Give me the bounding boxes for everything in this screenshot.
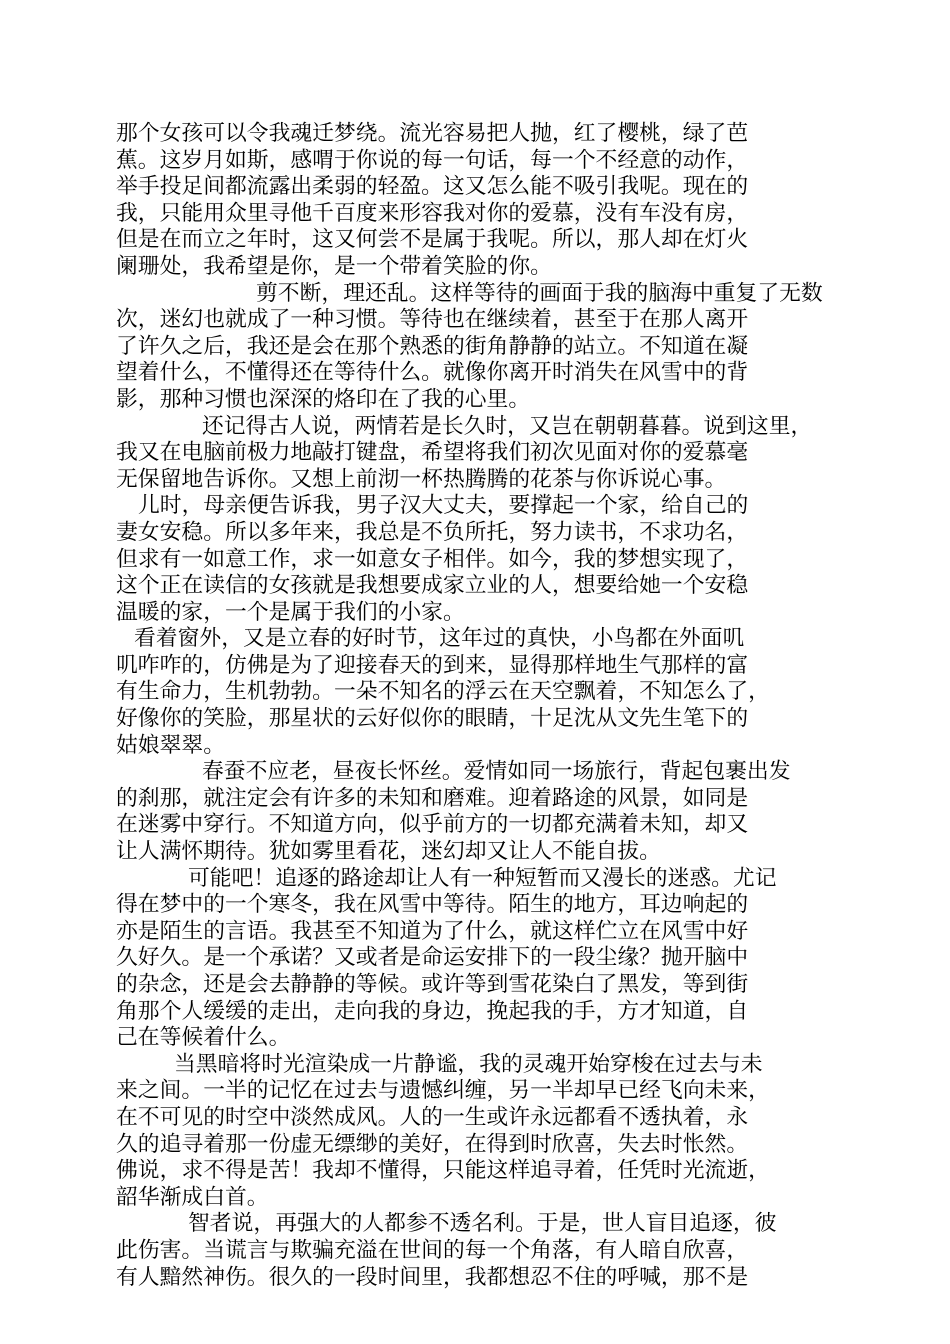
text-line: 的杂念，还是会去静静的等候。或许等到雪花染白了黑发，等到街 [116, 972, 749, 997]
text-line: 此伤害。当谎言与欺骗充溢在世间的每一个角落，有人暗自欣喜， [116, 1237, 749, 1263]
text-line: 角那个人缓缓的走出，走向我的身边，挽起我的手，方才知道，自 [116, 998, 749, 1024]
text-line: 温暖的家，一个是属于我们的小家。 [116, 599, 465, 625]
text-line: 了许久之后，我还是会在那个熟悉的街角静静的站立。不知道在凝 [116, 333, 749, 359]
text-line: 叽咋咋的，仿佛是为了迎接春天的到来，显得那样地生气那样的富 [116, 652, 749, 678]
text-line: 姑娘翠翠。 [116, 732, 225, 758]
text-line: 可能吧！追逐的路途却让人有一种短暂而又漫长的迷惑。尤记 [188, 865, 777, 891]
text-line: 举手投足间都流露出柔弱的轻盈。这又怎么能不吸引我呢。现在的 [116, 174, 749, 200]
text-line: 让人满怀期待。犹如雾里看花，迷幻却又让人不能自拔。 [116, 839, 661, 865]
text-line: 久好久。是一个承诺？又或者是命运安排下的一段尘缘？抛开脑中 [116, 945, 749, 971]
text-line: 无保留地告诉你。又想上前沏一杯热腾腾的花茶与你诉说心事。 [116, 466, 727, 492]
text-line: 望着什么，不懂得还在等待什么。就像你离开时消失在风雪中的背 [116, 360, 749, 386]
text-line: 我，只能用众里寻他千百度来形容我对你的爱慕，没有车没有房， [116, 200, 749, 226]
text-line: 我又在电脑前极力地敲打键盘，希望将我们初次见面对你的爱慕毫 [116, 440, 749, 466]
text-line: 剪不断，理还乱。这样等待的画面于我的脑海中重复了无数 [256, 280, 823, 306]
text-line: 佛说，求不得是苦！我却不懂得，只能这样追寻着，任凭时光流逝， [116, 1158, 770, 1184]
text-line: 有人黯然神伤。很久的一段时间里，我都想忍不住的呼喊，那不是 [116, 1264, 749, 1290]
text-line: 的刹那，就注定会有许多的未知和磨难。迎着路途的风景，如同是 [116, 785, 749, 811]
text-line: 阑珊处，我希望是你，是一个带着笑脸的你。 [116, 253, 552, 279]
text-line: 己在等候着什么。 [116, 1025, 291, 1051]
body-text [116, 121, 828, 1291]
text-line: 有生命力，生机勃勃。一朵不知名的浮云在天空飘着，不知怎么了， [116, 679, 770, 705]
text-line: 久的追寻着那一份虚无缥缈的美好，在得到时欣喜，失去时怅然。 [116, 1131, 749, 1157]
text-line: 但是在而立之年时，这又何尝不是属于我呢。所以，那人却在灯火 [116, 227, 749, 253]
text-line: 蕉。这岁月如斯，感喟于你说的每一句话，每一个不经意的动作， [116, 147, 749, 173]
text-line: 韶华渐成白首。 [116, 1184, 269, 1210]
text-line: 来之间。一半的记忆在过去与遗憾纠缠，另一半却早已经飞向未来， [116, 1078, 770, 1104]
text-line: 妻女安稳。所以多年来，我总是不负所托，努力读书，不求功名， [116, 519, 749, 545]
text-line: 但求有一如意工作，求一如意女子相伴。如今，我的梦想实现了， [116, 546, 749, 572]
text-line: 春蚕不应老，昼夜长怀丝。爱情如同一场旅行，背起包裹出发 [202, 759, 791, 785]
text-line: 在迷雾中穿行。不知道方向，似乎前方的一切都充满着未知，却又 [116, 812, 749, 838]
text-line: 智者说，再强大的人都参不透名利。于是，世人盲目追逐，彼 [188, 1211, 777, 1237]
text-line: 得在梦中的一个寒冬，我在风雪中等待。陌生的地方，耳边响起的 [116, 892, 749, 918]
text-line: 次，迷幻也就成了一种习惯。等待也在继续着，甚至于在那人离开 [116, 307, 749, 333]
text-line: 好像你的笑脸，那星状的云好似你的眼睛，十足沈从文先生笔下的 [116, 706, 749, 732]
text-line: 亦是陌生的言语。我甚至不知道为了什么，就这样伫立在风雪中好 [116, 918, 749, 944]
text-line: 儿时，母亲便告诉我，男子汉大丈夫，要撑起一个家，给自己的 [138, 493, 749, 519]
text-line: 这个正在读信的女孩就是我想要成家立业的人，想要给她一个安稳 [116, 573, 749, 599]
text-line: 看着窗外，又是立春的好时节，这年过的真快，小鸟都在外面叽 [134, 626, 745, 652]
text-line: 当黑暗将时光渲染成一片静谧，我的灵魂开始穿梭在过去与未 [174, 1051, 763, 1077]
text-line: 在不可见的时空中淡然成风。人的一生或许永远都看不透执着，永 [116, 1104, 749, 1130]
text-line: 还记得古人说，两情若是长久时，又岂在朝朝暮暮。说到这里， [202, 413, 813, 439]
text-line: 影，那种习惯也深深的烙印在了我的心里。 [116, 386, 531, 412]
text-line: 那个女孩可以令我魂迁梦绕。流光容易把人抛，红了樱桃，绿了芭 [116, 121, 749, 146]
